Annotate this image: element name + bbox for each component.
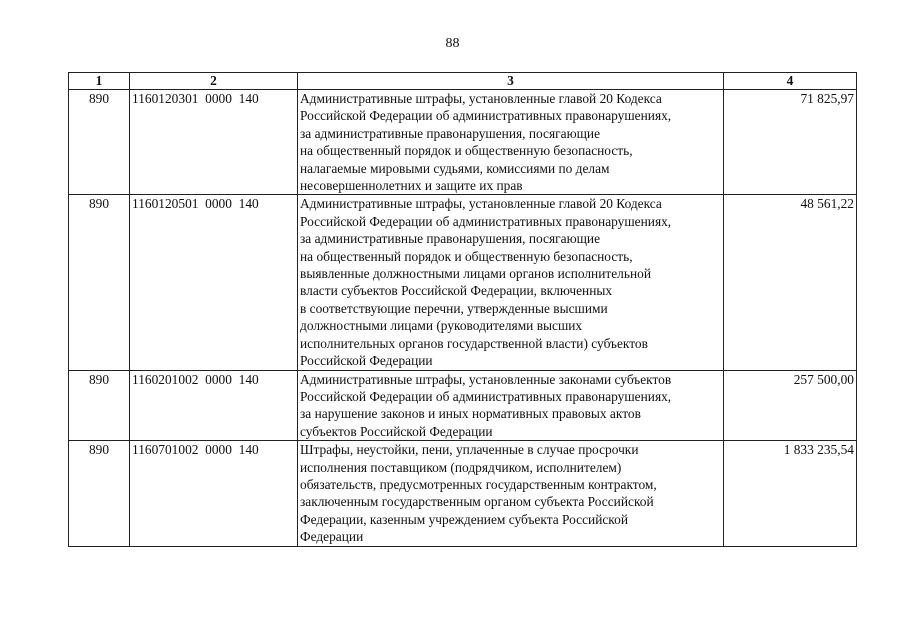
amount-cell: 1 833 235,54 [724, 441, 857, 546]
revenue-name-line: за нарушение законов и иных нормативных правовых актов [300, 406, 641, 422]
revenue-name-line: налагаемые мировыми судьями, комиссиями по делам [300, 160, 610, 176]
revenue-name-cell [298, 90, 724, 195]
revenue-name-line: субъектов Российской Федерации [300, 423, 493, 439]
column-number-1: 1 [69, 73, 130, 90]
column-number-4: 4 [724, 73, 857, 90]
revenue-name-cell [298, 441, 724, 546]
page-number: 88 [445, 36, 460, 51]
revenue-name-line: власти субъектов Российской Федерации, включенных [300, 283, 613, 299]
revenue-name-line: Российской Федерации [300, 353, 433, 369]
budget-revenue-table [68, 72, 857, 547]
table-row [69, 441, 857, 546]
revenue-name-cell [298, 195, 724, 370]
revenue-name-line: Российской Федерации об административных правонарушениях, [300, 213, 672, 229]
admin-code-cell: 890 [69, 370, 130, 441]
revenue-name-line: на общественный порядок и общественную безопасность, [300, 248, 633, 264]
budget-classification-code-cell: 1160701002 0000 140 [130, 441, 298, 546]
amount-cell: 71 825,97 [724, 90, 857, 195]
table-row [69, 90, 857, 195]
table-row [69, 370, 857, 441]
table-row [69, 195, 857, 370]
admin-code-cell: 890 [69, 90, 130, 195]
revenue-name-line: на общественный порядок и общественную безопасность, [300, 143, 633, 159]
revenue-name-cell [298, 370, 724, 441]
revenue-name-line: заключенным государственным органом субъекта Российской [300, 494, 654, 510]
revenue-name-line: исполнительных органов государственной власти) субъектов [300, 335, 648, 351]
revenue-name-line: должностными лицами (руководителями высших [300, 318, 583, 334]
budget-classification-code-cell: 1160120501 0000 140 [130, 195, 298, 370]
column-number-3: 3 [298, 73, 724, 90]
admin-code-cell: 890 [69, 195, 130, 370]
revenue-name-line: Российской Федерации об административных правонарушениях, [300, 108, 672, 124]
revenue-name-line: исполнения поставщиком (подрядчиком, исполнителем) [300, 459, 622, 475]
revenue-name-line: Штрафы, неустойки, пени, уплаченные в случае просрочки [300, 442, 639, 458]
revenue-name-line: Административные штрафы, установленные законами субъектов [300, 371, 672, 387]
revenue-name-line: за административные правонарушения, посягающие [300, 125, 601, 141]
revenue-name-line: за административные правонарушения, посягающие [300, 231, 601, 247]
amount-cell: 257 500,00 [724, 370, 857, 441]
revenue-name-line: несовершеннолетних и защите их прав [300, 178, 523, 194]
revenue-name-line: обязательств, предусмотренных государственным контрактом, [300, 476, 657, 492]
amount-cell: 48 561,22 [724, 195, 857, 370]
revenue-name-line: Административные штрафы, установленные главой 20 Кодекса [300, 196, 662, 212]
revenue-name-line: Российской Федерации об административных правонарушениях, [300, 388, 672, 404]
revenue-name-line: Федерации, казенным учреждением субъекта Российской [300, 511, 628, 527]
table-body [69, 90, 857, 547]
budget-classification-code-cell: 1160201002 0000 140 [130, 370, 298, 441]
admin-code-cell: 890 [69, 441, 130, 546]
revenue-name-line: в соответствующие перечни, утвержденные высшими [300, 300, 608, 316]
revenue-name-line: Административные штрафы, установленные главой 20 Кодекса [300, 91, 662, 106]
table-header-row [69, 73, 857, 90]
revenue-name-line: выявленные должностными лицами органов исполнительной [300, 266, 652, 282]
budget-classification-code-cell: 1160120301 0000 140 [130, 90, 298, 195]
column-number-2: 2 [130, 73, 298, 90]
revenue-name-line: Федерации [300, 529, 364, 545]
